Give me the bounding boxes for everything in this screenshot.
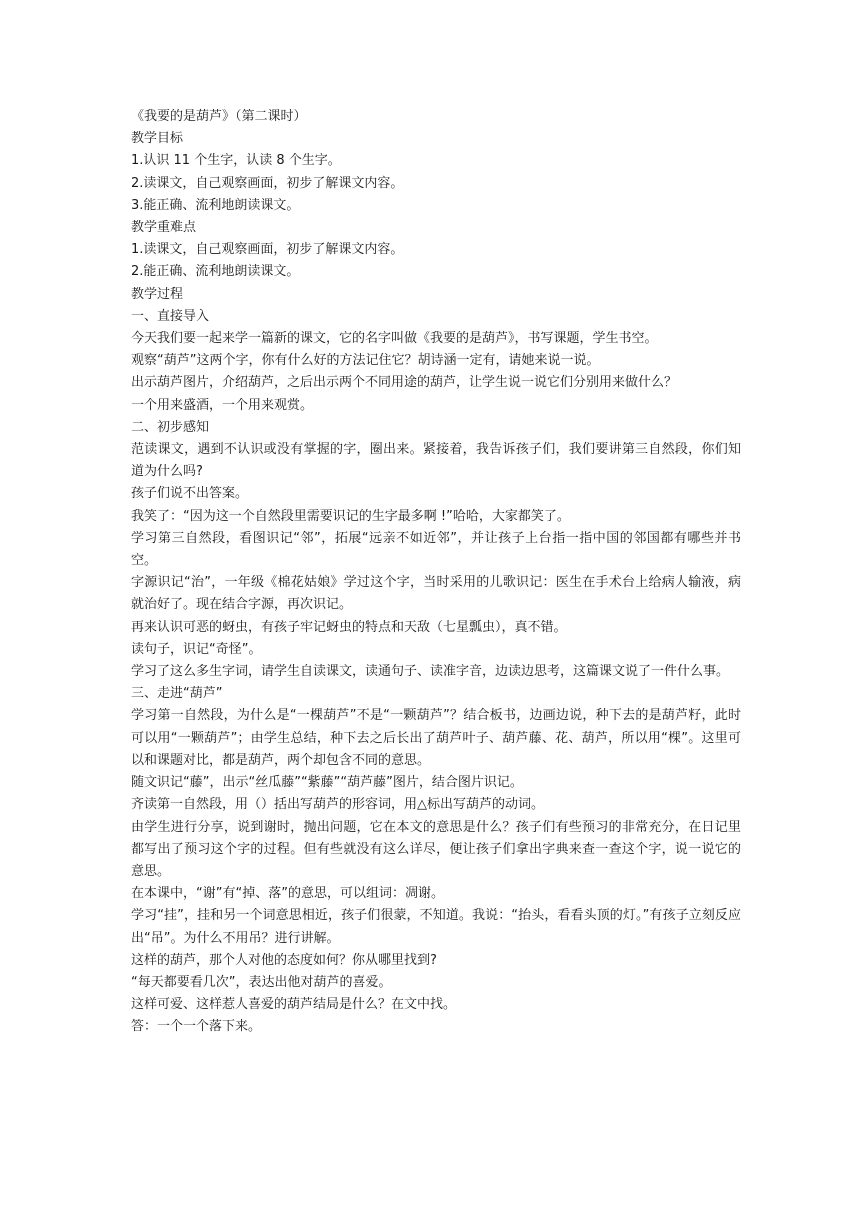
key-point-item: 2.能正确、流利地朗读课文。 — [131, 264, 300, 280]
section-heading: 二、初步感知 — [131, 419, 210, 435]
paragraph: “每天都要看几次”，表达出他对葫芦的喜爱。 — [131, 974, 392, 990]
key-points-heading: 教学重难点 — [131, 220, 197, 236]
key-point-item: 1.读课文，自己观察画面，初步了解课文内容。 — [131, 242, 404, 258]
paragraph: 观察“葫芦”这两个字，你有什么好的方法记住它？胡诗涵一定有，请她来说一说。 — [131, 353, 600, 369]
paragraph: 今天我们要一起来学一篇新的课文，它的名字叫做《我要的是葫芦》，书写课题，学生书空。 — [131, 331, 658, 347]
process-heading: 教学过程 — [131, 286, 184, 302]
goals-heading: 教学目标 — [131, 131, 184, 147]
paragraph: 这样可爱、这样惹人喜爱的葫芦结局是什么？在文中找。 — [131, 997, 457, 1013]
paragraph: 读句子，识记“奇怪”。 — [131, 641, 262, 657]
goal-item: 2.读课文，自己观察画面，初步了解课文内容。 — [131, 175, 404, 191]
paragraph: 出示葫芦图片，介绍葫芦，之后出示两个不同用途的葫芦，让学生说一说它们分别用来做什么？ — [131, 375, 678, 391]
paragraph: 范读课文，遇到不认识或没有掌握的字，圈出来。紧接着，我告诉孩子们，我们要讲第三自然段，你们知道为什么吗? — [131, 442, 741, 480]
paragraph: 在本课中，“谢”有“掉、落”的意思，可以组词：凋谢。 — [131, 886, 444, 902]
paragraph: 随文识记“藤”，出示“丝瓜藤”“紫藤”“葫芦藤”图片，结合图片识记。 — [131, 775, 523, 791]
paragraph: 由学生进行分享，说到谢时，抛出问题，它在本文的意思是什么？孩子们有些预习的非常充分，在日记里都写出了预习这个字的过程。但有些就没有这么详尽，便让孩子们拿出字典来查一查这个字，说一说它的意思。 — [131, 819, 741, 879]
paragraph: 一个用来盛酒，一个用来观赏。 — [131, 397, 314, 413]
section-heading: 一、直接导入 — [131, 308, 210, 324]
paragraph: 字源识记“治”，一年级《棉花姑娘》学过这个字，当时采用的儿歌识记：医生在手术台上给病人输液，病就治好了。现在结合字源，再次识记。 — [131, 575, 741, 613]
paragraph: 学习“挂”，挂和另一个词意思相近，孩子们很蒙，不知道。我说：“抬头，看看头顶的灯。”有孩子立刻反应出“吊”。为什么不用吊？进行讲解。 — [131, 908, 741, 946]
paragraph: 这样的葫芦，那个人对他的态度如何？你从哪里找到? — [131, 952, 437, 968]
paragraph: 学习了这么多生字词，请学生自读课文，读通句子、读准字音，边读边思考，这篇课文说了一件什么事。 — [131, 664, 730, 680]
goal-item: 3.能正确、流利地朗读课文。 — [131, 197, 300, 213]
goal-item: 1.认识 11 个生字，认读 8 个生字。 — [131, 153, 341, 169]
section-heading: 三、走进“葫芦” — [131, 686, 223, 702]
document-page — [131, 106, 741, 1039]
paragraph: 再来认识可恶的蚜虫，有孩子牢记蚜虫的特点和天敌（七星瓢虫），真不错。 — [131, 619, 567, 635]
paragraph: 我笑了：“因为这一个自然段里需要识记的生字最多啊 !”哈哈，大家都笑了。 — [131, 508, 570, 524]
paragraph: 孩子们说不出答案。 — [131, 486, 249, 502]
paragraph: 齐读第一自然段，用（）括出写葫芦的形容词，用△标出写葫芦的动词。 — [131, 797, 544, 813]
paragraph: 答：一个一个落下来。 — [131, 1019, 262, 1035]
paragraph: 学习第一自然段，为什么是“一棵葫芦”不是“一颗葫芦”？结合板书，边画边说，种下去的是葫芦籽，此时可以用“一颗葫芦”；由学生总结，种下去之后长出了葫芦叶子、葫芦藤、花、葫芦，所以用“棵”。这里可以和课题对比，都是葫芦，两个却包含不同的意思。 — [131, 708, 741, 768]
paragraph: 学习第三自然段，看图识记“邻”，拓展“远亲不如近邻”，并让孩子上台指一指中国的邻国都有哪些并书空。 — [131, 530, 741, 569]
document-title: 《我要的是葫芦》（第二课时） — [131, 109, 307, 124]
